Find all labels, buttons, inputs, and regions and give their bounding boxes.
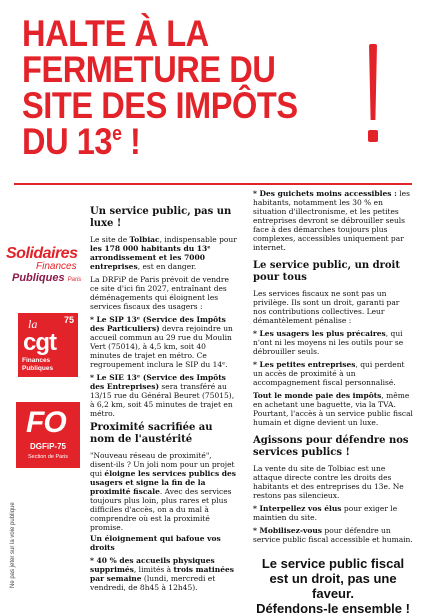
section-heading-agissons: Agissons pour défendre nos services publics ! — [253, 435, 409, 458]
bullet-entreprises: * Les petites entreprises, qui perdent un accès de proximité à un accompagnement fiscal personnalisé. — [253, 360, 405, 387]
solidaires-logo: Solidaires Finances Publiques Paris — [6, 245, 82, 284]
headline-line-2: FERMETURE DU — [22, 49, 276, 90]
callout: Le service public fiscal est un droit, pas une faveur. Défendons-le ensemble ! — [256, 556, 410, 616]
section-heading-austerite: Proximité sacrifiée au nom de l'austérité — [90, 422, 213, 445]
bullet-mobilisez: * Mobilisez-vous pour défendre un service public fiscal accessible et humain. — [253, 526, 413, 544]
paragraph-tolbiac: Le site de Tolbiac, indispensable pour les 178 000 habitants du 13ᵉ arrondissement et les 7000 entreprises, est en danger. — [90, 235, 237, 271]
subheading-droits: Un éloignement qui bafoue vos droits — [90, 534, 221, 552]
right-column — [253, 189, 413, 616]
red-divider — [14, 183, 412, 185]
bullet-elus: * Interpellez vos élus pour exiger le maintien du site. — [253, 504, 398, 522]
bullet-sie: * Le SIE 13ᵉ (Service des Impôts des Entreprises) sera transféré au 13/15 rue du Général Beuret (75015), à 6,2 km, soit 45 minutes de trajet en métro. — [90, 373, 235, 418]
fo-logo: FO DGFiP-75 Section de Paris — [16, 402, 80, 468]
left-column — [90, 206, 238, 596]
paragraph-proximite: "Nouveau réseau de proximité", disent-ils ? Un joli nom pour un projet qui éloigne les services publics des usagers et signe la fin de la proximité fiscale. Avec des services toujours plus loin, plus rares et plus difficiles d'accès, on a du mal à comprendre où est la proximité promise. — [90, 451, 237, 532]
paragraph-tva: Tout le monde paie des impôts, même en achetant une baguette, via la TVA. Pourtant, l'accès à un service public fiscal humain et digne devient un luxe. — [253, 391, 413, 427]
paragraph-drfip: La DRFiP de Paris prévoit de vendre ce site d'ici fin 2027, entraînant des déménagements qui éloignent les services fiscaux des usagers : — [90, 275, 229, 311]
section-heading-droit: Le service public, un droit pour tous — [253, 260, 400, 283]
paragraph-vente: La vente du site de Tolbiac est une attaque directe contre les droits des habitants et des entreprises du 13e. Ne restons pas silencieux. — [253, 464, 404, 500]
headline-line-3: SITE DES IMPÔTS — [22, 85, 298, 126]
bullet-sip: * Le SIP 13ᵉ (Service des Impôts des Particuliers) devra rejoindre un accueil commun au 29 rue du Moulin Vert (75014), à 4,5 km, soit 40 minutes de trajet en métro. Ce regroupement inclura le SIP du 14ᵉ. — [90, 315, 233, 369]
section-heading-luxe: Un service public, pas un luxe ! — [90, 206, 232, 229]
headline — [22, 13, 312, 162]
side-note: Ne pas jeter sur la voie publique — [10, 502, 16, 588]
headline-line-4: DU 13e ! — [22, 121, 141, 162]
paragraph-privilege: Les services fiscaux ne sont pas un privilège. Ils sont un droit, garanti par nos contributions collectives. Leur démantèlement pénalise : — [253, 289, 400, 325]
headline-line-1: HALTE À LA — [22, 13, 209, 54]
exclamation-icon — [368, 44, 378, 146]
bullet-precaires: * Les usagers les plus précaires, qui n'ont ni les moyens ni les outils pour se débrouiller seuls. — [253, 329, 404, 356]
cgt-logo: 75 la cgt Finances Publiques — [18, 313, 78, 377]
bullet-guichets: * Des guichets moins accessibles : les habitants, notamment les 30 % en situation d'illectronisme, et les petites entreprises devront se débrouiller seuls face à des démarches toujours plus complexes, accessibles uniquement par internet. — [253, 189, 410, 252]
bullet-accueils: * 40 % des accueils physiques supprimés, limités à trois matinées par semaine (lundi, mercredi et vendredi, de 8h45 à 12h45). — [90, 556, 234, 592]
